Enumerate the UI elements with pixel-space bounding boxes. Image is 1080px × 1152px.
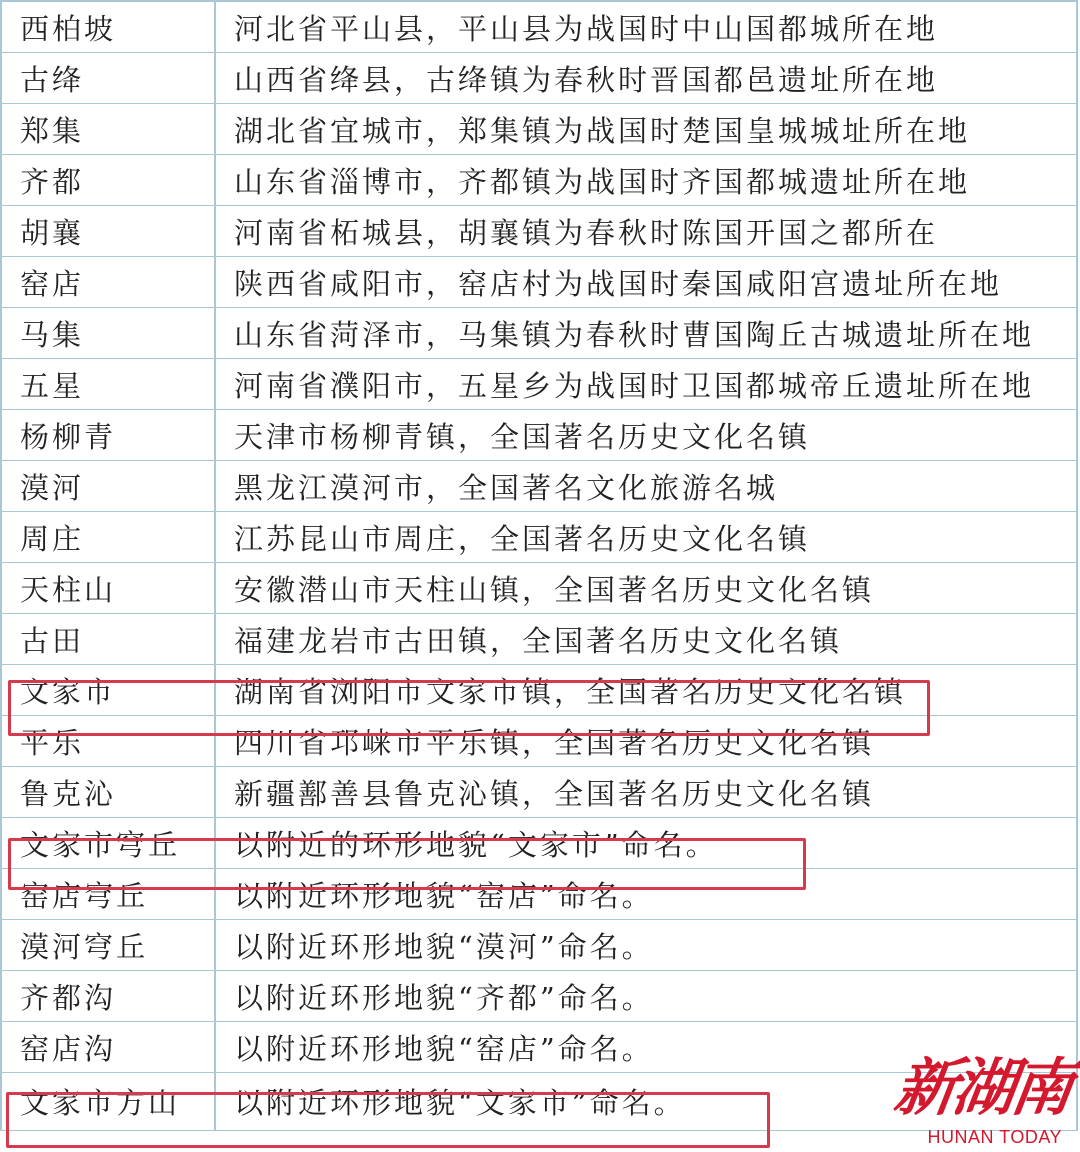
place-name-cell: 鲁克沁 [0, 767, 216, 817]
table-row [0, 257, 1078, 308]
description-cell: 四川省邛崃市平乐镇，全国著名历史文化名镇 [216, 716, 1078, 766]
description-cell: 以附近环形地貌“文家市”命名。 [216, 1073, 1078, 1130]
place-name-cell: 天柱山 [0, 563, 216, 613]
logo-english-text: HUNAN TODAY [927, 1127, 1062, 1147]
description-cell: 湖北省宜城市，郑集镇为战国时楚国皇城城址所在地 [216, 104, 1078, 154]
description-cell: 天津市杨柳青镇，全国著名历史文化名镇 [216, 410, 1078, 460]
table-row [0, 920, 1078, 971]
description-cell: 山东省淄博市，齐都镇为战国时齐国都城遗址所在地 [216, 155, 1078, 205]
place-name-cell: 文家市 [0, 665, 216, 715]
description-cell: 以附近环形地貌“漠河”命名。 [216, 920, 1078, 970]
table-row [0, 2, 1078, 53]
place-name-cell: 平乐 [0, 716, 216, 766]
table-row [0, 971, 1078, 1022]
description-cell: 新疆鄯善县鲁克沁镇，全国著名历史文化名镇 [216, 767, 1078, 817]
place-name-cell: 文家市穹丘 [0, 818, 216, 868]
highlight-box-wenjiashi-town [8, 680, 930, 736]
place-name-cell: 周庄 [0, 512, 216, 562]
table-row [0, 614, 1078, 665]
table-row [0, 359, 1078, 410]
place-name-cell: 漠河 [0, 461, 216, 511]
place-name-cell: 马集 [0, 308, 216, 358]
place-name-cell: 西柏坡 [0, 2, 216, 52]
table-row [0, 155, 1078, 206]
place-name-cell: 杨柳青 [0, 410, 216, 460]
description-cell: 河南省柘城县，胡襄镇为春秋时陈国开国之都所在 [216, 206, 1078, 256]
description-cell: 河北省平山县，平山县为战国时中山国都城所在地 [216, 2, 1078, 52]
place-name-cell: 窑店 [0, 257, 216, 307]
table-row [0, 104, 1078, 155]
place-name-cell: 胡襄 [0, 206, 216, 256]
hunan-today-logo [874, 1038, 1074, 1148]
place-name-cell: 齐都 [0, 155, 216, 205]
description-cell: 以附近环形地貌“窑店”命名。 [216, 869, 1078, 919]
place-name-cell: 窑店穹丘 [0, 869, 216, 919]
description-cell: 黑龙江漠河市，全国著名文化旅游名城 [216, 461, 1078, 511]
place-name-cell: 窑店沟 [0, 1022, 216, 1072]
description-cell: 陕西省咸阳市，窑店村为战国时秦国咸阳宫遗址所在地 [216, 257, 1078, 307]
place-name-cell: 郑集 [0, 104, 216, 154]
table-row [0, 563, 1078, 614]
description-cell: 山东省菏泽市，马集镇为春秋时曹国陶丘古城遗址所在地 [216, 308, 1078, 358]
description-cell: 以附近环形地貌“齐都”命名。 [216, 971, 1078, 1021]
place-name-cell: 漠河穹丘 [0, 920, 216, 970]
logo-chinese-text: 新湖南 [890, 1051, 1075, 1124]
description-cell: 湖南省浏阳市文家市镇，全国著名历史文化名镇 [216, 665, 1078, 715]
place-name-cell: 古绛 [0, 53, 216, 103]
description-cell: 山西省绛县，古绛镇为春秋时晋国都邑遗址所在地 [216, 53, 1078, 103]
table-row [0, 53, 1078, 104]
description-cell: 以附近环形地貌“窑店”命名。 [216, 1022, 1078, 1072]
table-row [0, 206, 1078, 257]
description-cell: 以附近的环形地貌“文家市”命名。 [216, 818, 1078, 868]
table-row [0, 308, 1078, 359]
place-name-cell: 文家市方山 [0, 1073, 216, 1130]
highlight-box-wenjiashi-dome [8, 838, 806, 890]
description-cell: 江苏昆山市周庄，全国著名历史文化名镇 [216, 512, 1078, 562]
table-row [0, 512, 1078, 563]
table-row [0, 767, 1078, 818]
description-cell: 福建龙岩市古田镇，全国著名历史文化名镇 [216, 614, 1078, 664]
highlight-box-wenjiashi-mesa [6, 1092, 770, 1148]
description-cell: 安徽潜山市天柱山镇，全国著名历史文化名镇 [216, 563, 1078, 613]
place-name-cell: 齐都沟 [0, 971, 216, 1021]
place-name-cell: 古田 [0, 614, 216, 664]
description-cell: 河南省濮阳市，五星乡为战国时卫国都城帝丘遗址所在地 [216, 359, 1078, 409]
table-row [0, 410, 1078, 461]
table-row [0, 461, 1078, 512]
place-name-cell: 五星 [0, 359, 216, 409]
